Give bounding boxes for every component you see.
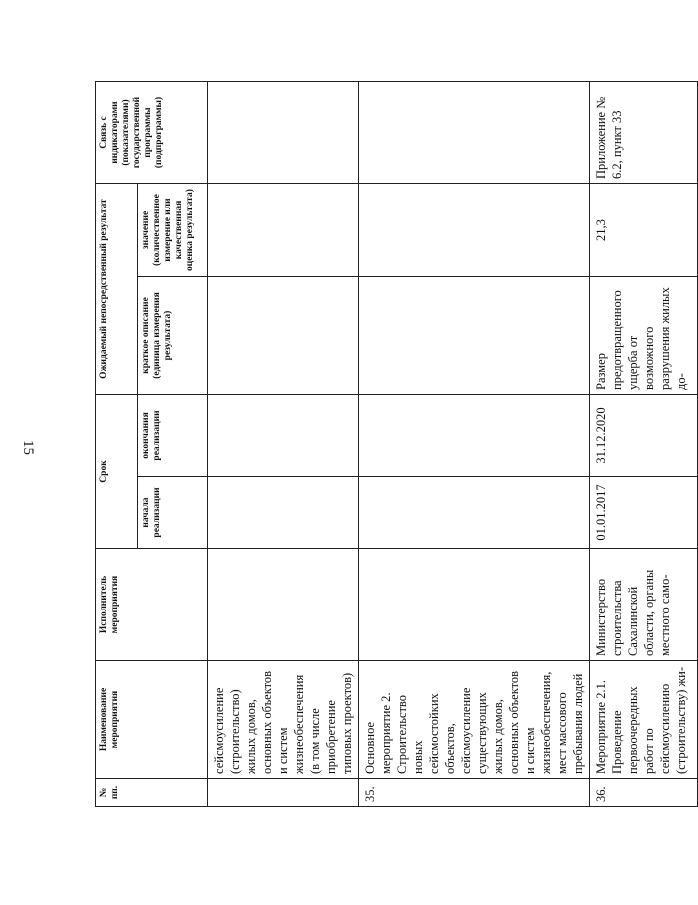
table-row: [359, 82, 590, 807]
cell-desc: [359, 277, 590, 395]
header-expected: Ожидаемый непосредственный результат: [96, 184, 138, 395]
cell-num: 36.: [590, 779, 698, 807]
cell-value: 21,3: [590, 184, 698, 277]
cell-desc: [208, 277, 359, 395]
cell-num: [208, 779, 359, 807]
cell-name: сейсмоусиление (строительство) жилых домов, основных объектов и систем жизнеобеспечения (в том числе приобретение типовых проектов): [208, 661, 359, 779]
header-expected-desc: краткое описание (единица измерения результата): [138, 277, 208, 395]
cell-num: 35.: [359, 779, 590, 807]
cell-end: 31.12.2020: [590, 395, 698, 477]
table-row: [208, 82, 359, 807]
header-term-start: начала реализации: [138, 477, 208, 549]
cell-executor: [208, 549, 359, 661]
cell-start: [208, 477, 359, 549]
cell-start: 01.01.2017: [590, 477, 698, 549]
header-expected-value: значение (количественное измерение или качественная оценка результата): [138, 184, 208, 277]
header-executor: Исполнитель мероприятия: [96, 549, 208, 661]
cell-end: [208, 395, 359, 477]
cell-executor: Министерство строительства Сахалинской области, органы местного само-: [590, 549, 698, 661]
cell-value: [359, 184, 590, 277]
header-name: Наименование мероприятия: [96, 661, 208, 779]
rotated-table-wrapper: [95, 82, 688, 807]
cell-name: Основное мероприятие 2. Строительство новых сейсмостойких объектов, сейсмоусиление существующих жилых домов, основных объектов и систем жизнеобеспечения, мест массового пребывания людей: [359, 661, 590, 779]
cell-executor: [359, 549, 590, 661]
cell-value: [208, 184, 359, 277]
cell-desc: Размер предотвращенного ущерба от возможного разрушения жилых до-: [590, 277, 698, 395]
measures-table: [95, 81, 698, 807]
header-term-end: окончания реализации: [138, 395, 208, 477]
header-term: Срок: [96, 395, 138, 549]
header-row-1: [96, 82, 138, 807]
cell-start: [359, 477, 590, 549]
cell-link: [208, 82, 359, 184]
table-row: [590, 82, 698, 807]
header-link: Связь с индикаторами (показателями) государственной программы (подпрограммы): [96, 82, 208, 184]
header-num: № пп.: [96, 779, 208, 807]
cell-link: Приложение № 6.2, пункт 33: [590, 82, 698, 184]
cell-name: Мероприятие 2.1. Проведение первоочередных работ по сейсмоусилению (строительству) жи-: [590, 661, 698, 779]
cell-end: [359, 395, 590, 477]
cell-link: [359, 82, 590, 184]
page-number: 15: [20, 440, 36, 455]
